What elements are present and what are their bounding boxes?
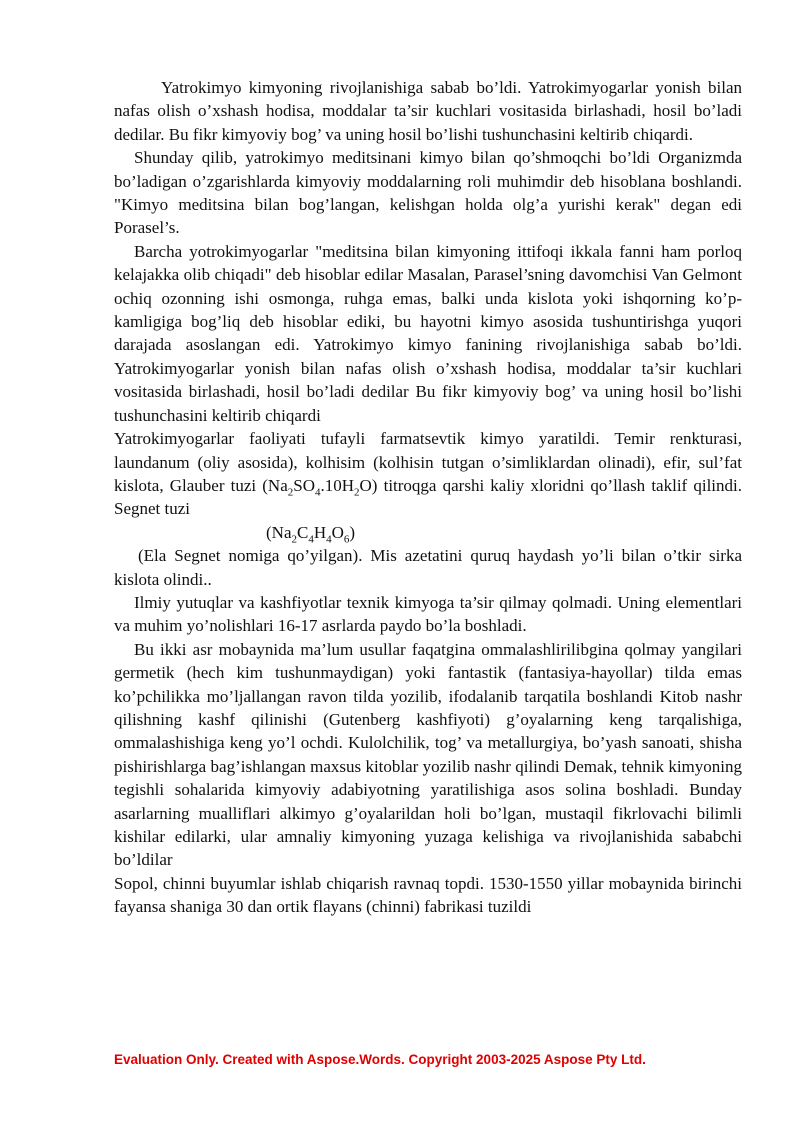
paragraph-4-text-after: ) titroqga qarshi kaliy xloridni qo’llash taklif qilindi. Segnet tuzi — [114, 475, 742, 519]
paragraph-5: (Ela Segnet nomiga qo’yilgan). Mis azetatini quruq haydash yo’li bilan o’tkir sirka kislota olindi.. — [114, 546, 742, 589]
paragraph-4 — [114, 427, 742, 521]
paragraph-8: Sopol, chinni buyumlar ishlab chiqarish ravnaq topdi. 1530-1550 yillar mobaynida birinchi fayansa shaniga 30 dan ortik flayans (chinni) fabrikasi tuzildi — [114, 873, 742, 917]
paragraph-4-text-before: Yatrokimyogarlar faoliyati tufayli farmatsevtik kimyo yaratildi. Temir renkturasi, laundanum (oliy asosida), kolhisim (kolhisin tutgan o’simliklardan olinadi), efir, sul’fat kislota, Glauber tuzi ( — [114, 429, 742, 495]
paragraph-1: Yatrokimyo kimyoning rivojlanishiga sabab bo’ldi. Yatrokimyogarlar yonish bilan nafas olish o’xshash hodisa, moddalar ta’sir kuchlari vositasida birlashadi, hosil bo’ladi dedilar. Bu fikr kimyoviy bog’ va uning hosil bo’lishi tushunchasini keltirib chiqardi. — [114, 78, 742, 144]
glauber-formula: $Na_2SO_4.10H_2O$ — [267, 475, 372, 499]
paragraph-3: Barcha yotrokimyogarlar "meditsina bilan kimyoning ittifoqi ikkala fanni ham porloq kelajakka olib chiqadi" deb hisoblar edilar Masalan, Parasel’sning davomchisi Van Gelmont ochiq ozonning ishi osmonga, ruhga emas, balki unda kislota yoki ishqorning ko’p-kamligiga bog’liq deb hisoblar ediki, bu hayotni kimyo asosida tushuntirishga yuqori darajada asoslangan edi. Yatrokimyo kimyo fanining rivojlanishiga sabab bo’ldi. Yatrokimyogarlar yonish bilan nafas olish o’xshash hodisa, moddalar ta’sir kuchlari vositasida birlashadi, hosil bo’ladi dedilar Bu fikr kimyoviy bog’ va uning hosil bo’lishi tushunchasini keltirib chiqardi — [114, 241, 742, 425]
paragraph-7: Bu ikki asr mobaynida ma’lum usullar faqatgina ommalashlirilibgina qolmay yangilari germetik (hech kim tushunmaydigan) yoki fantastik (fantasiya-hayollar) tilda emas ko’pchilikka mo’ljallangan ravon tilda yozilib, ifodalanib tarqatila boshlandi Kitob nashr qilishning kashf qilinishi (Gutenberg kashfiyoti) g’oyalarning keng tarqalishiga, ommalashishiga keng yo’l ochdi. Kulolchilik, tog’ va metallurgiya, bo’yash sanoati, shisha pishirishlarga bag’ishlangan maxsus kitoblar yozilib nashr qilindi Demak, tehnik kimyoning tegishli sohalarida kimyoviy adabiyotning yaratilishiga asos solina boshladi. Bunday asarlarning mualliflari alkimyo g’oyalarildan holi bo’lgan, mustaqil fikrlovachi bilimli kishilar edilarki, ular amnaliy kimyoning yuzaga kelishiga va rivojlanishida sababchi bo’ldilar — [114, 639, 742, 870]
paragraph-2: Shunday qilib, yatrokimyo meditsinani kimyo bilan qo’shmoqchi bo’ldi Organizmda bo’ladigan o’zgarishlarda kimyoviy moddalarning roli muhimdir deb hisoblana boshlandi. "Kimyo meditsina bilan bog’langan, kelishgan holda olg’a yurishi kerak" degan edi Porasel’s. — [114, 148, 742, 238]
evaluation-watermark: Evaluation Only. Created with Aspose.Words. Copyright 2003-2025 Aspose Pty Ltd. — [114, 1052, 646, 1067]
body-text — [114, 76, 742, 919]
segnet-formula: $(Na_2C_4H_4O_6)$ — [266, 522, 356, 546]
paragraph-6: Ilmiy yutuqlar va kashfiyotlar texnik kimyoga ta’sir qilmay qolmadi. Uning elementlari va muhim yo’nolishlari 16-17 asrlarda paydo bo’la boshladi. — [114, 592, 742, 636]
